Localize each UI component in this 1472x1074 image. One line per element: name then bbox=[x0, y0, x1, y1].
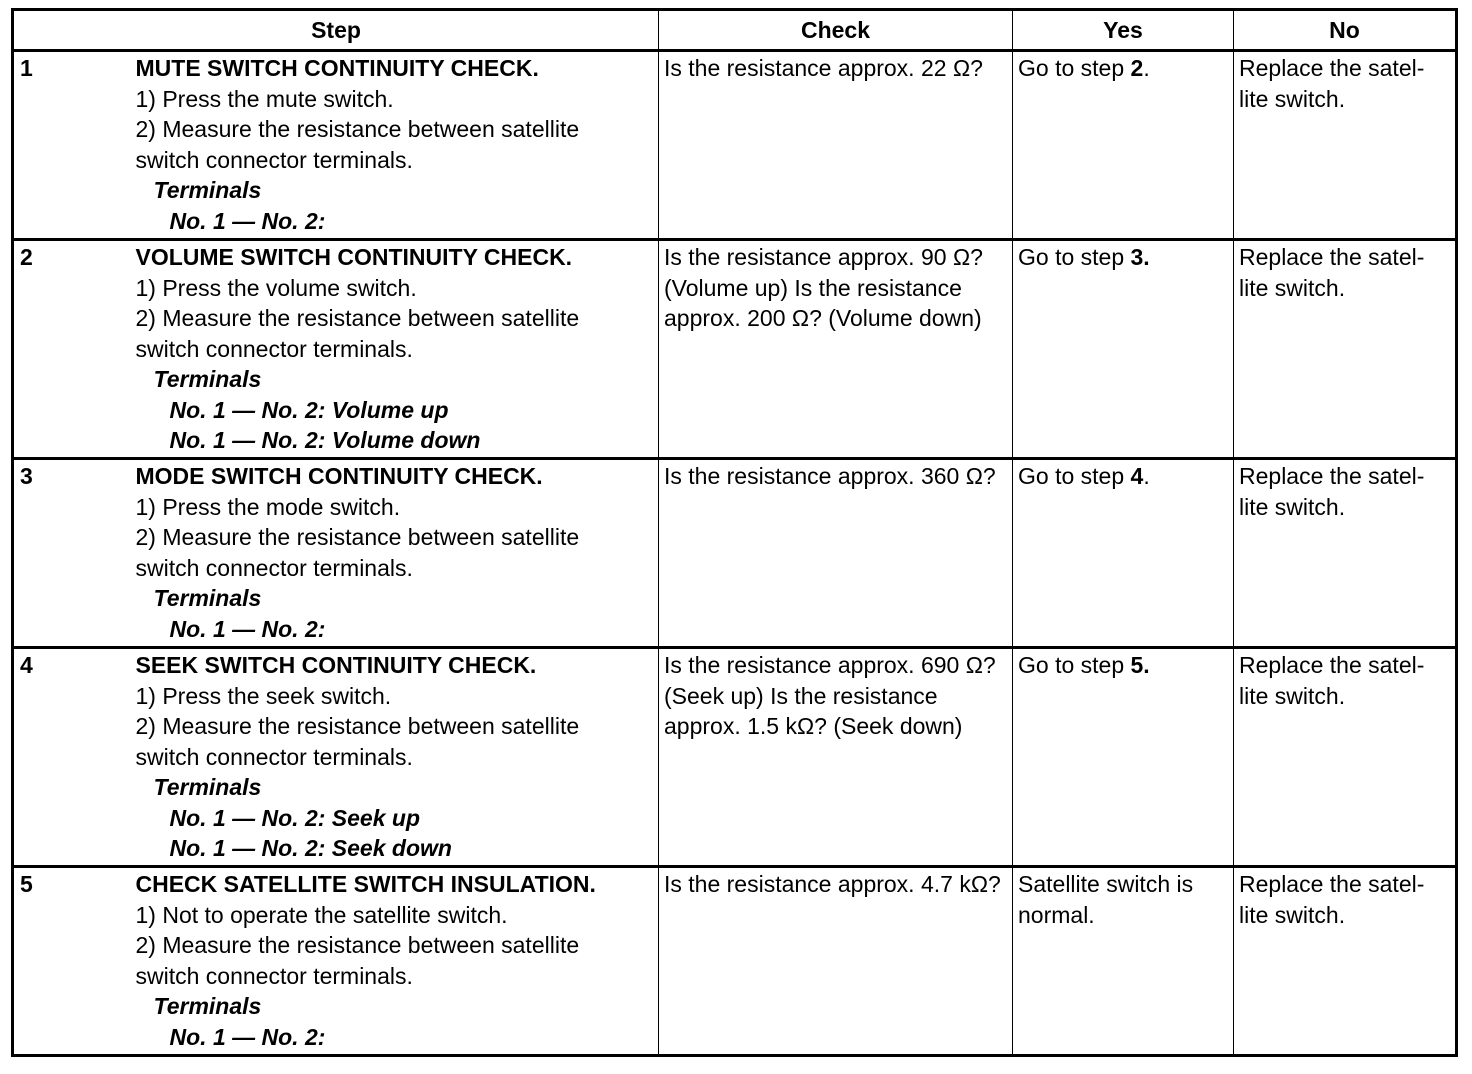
no-cell: Replace the satel-lite switch. bbox=[1234, 459, 1457, 648]
step-instruction: 2) Measure the resistance between satellite bbox=[135, 713, 580, 739]
step-instruction: switch connector terminals. bbox=[135, 554, 413, 581]
check-cell: Is the resistance approx. 22 Ω? bbox=[659, 51, 1013, 240]
terminals-label: Terminals bbox=[153, 993, 262, 1019]
step-description bbox=[136, 459, 659, 648]
yes-step-ref: 4 bbox=[1130, 463, 1144, 489]
yes-cell bbox=[1013, 51, 1234, 240]
terminal-spec: No. 1 — No. 2: Volume down bbox=[169, 427, 481, 453]
yes-cell bbox=[1013, 240, 1234, 459]
step-title: MUTE SWITCH CONTINUITY CHECK. bbox=[135, 55, 539, 81]
no-cell: Replace the satel-lite switch. bbox=[1234, 648, 1457, 867]
step-instruction: 2) Measure the resistance between satellite bbox=[135, 305, 580, 331]
step-instruction: switch connector terminals. bbox=[135, 146, 413, 173]
step-instruction: switch connector terminals. bbox=[135, 962, 413, 989]
step-number: 1 bbox=[13, 51, 136, 240]
step-instruction: switch connector terminals. bbox=[135, 743, 413, 770]
step-instruction: 1) Not to operate the satellite switch. bbox=[135, 901, 508, 928]
step-instruction: 1) Press the seek switch. bbox=[135, 682, 392, 709]
table-row bbox=[13, 648, 1457, 867]
table-row bbox=[13, 867, 1457, 1056]
yes-step-ref: 2 bbox=[1130, 55, 1144, 81]
yes-text: Go to step bbox=[1018, 652, 1131, 678]
step-instruction: 1) Press the volume switch. bbox=[135, 274, 417, 301]
step-instruction: switch connector terminals. bbox=[135, 335, 413, 362]
yes-suffix: . bbox=[1143, 463, 1150, 489]
terminal-spec: No. 1 — No. 2: Seek up bbox=[169, 804, 420, 831]
step-number: 4 bbox=[13, 648, 136, 867]
header-no: No bbox=[1234, 10, 1457, 51]
step-title: SEEK SWITCH CONTINUITY CHECK. bbox=[135, 652, 537, 678]
yes-text: Go to step bbox=[1018, 244, 1131, 270]
yes-text: Satellite switch is normal. bbox=[1018, 871, 1194, 928]
step-instruction: 1) Press the mode switch. bbox=[135, 493, 401, 520]
header-yes: Yes bbox=[1013, 10, 1234, 51]
yes-text: Go to step bbox=[1018, 55, 1131, 81]
step-title: VOLUME SWITCH CONTINUITY CHECK. bbox=[135, 244, 573, 270]
step-number: 2 bbox=[13, 240, 136, 459]
terminal-spec: No. 1 — No. 2: Seek down bbox=[169, 835, 452, 861]
no-cell: Replace the satel-lite switch. bbox=[1234, 867, 1457, 1056]
terminal-spec: No. 1 — No. 2: Volume up bbox=[169, 396, 449, 423]
step-title: MODE SWITCH CONTINUITY CHECK. bbox=[135, 463, 543, 489]
table-row bbox=[13, 459, 1457, 648]
yes-step-ref: 5. bbox=[1130, 652, 1150, 678]
step-description bbox=[136, 240, 659, 459]
diagnostic-table bbox=[11, 8, 1458, 1057]
terminal-spec: No. 1 — No. 2: bbox=[169, 1023, 326, 1050]
step-instruction: 2) Measure the resistance between satellite bbox=[135, 524, 580, 550]
yes-cell bbox=[1013, 648, 1234, 867]
yes-text: Go to step bbox=[1018, 463, 1131, 489]
terminals-label: Terminals bbox=[153, 177, 262, 203]
yes-cell bbox=[1013, 459, 1234, 648]
header-check: Check bbox=[659, 10, 1013, 51]
step-description bbox=[136, 867, 659, 1056]
diagnostic-table-container bbox=[11, 8, 1458, 1057]
terminals-label: Terminals bbox=[153, 366, 262, 392]
terminals-label: Terminals bbox=[153, 774, 262, 800]
step-number: 3 bbox=[13, 459, 136, 648]
check-cell: Is the resistance approx. 4.7 kΩ? bbox=[659, 867, 1013, 1056]
check-cell: Is the resistance approx. 90 Ω? (Volume up) Is the resistance approx. 200 Ω? (Volume down) bbox=[659, 240, 1013, 459]
table-row bbox=[13, 51, 1457, 240]
yes-step-ref: 3. bbox=[1130, 244, 1150, 270]
check-cell: Is the resistance approx. 360 Ω? bbox=[659, 459, 1013, 648]
terminal-spec: No. 1 — No. 2: bbox=[169, 207, 326, 234]
step-instruction: 2) Measure the resistance between satellite bbox=[135, 116, 580, 142]
no-cell: Replace the satel-lite switch. bbox=[1234, 240, 1457, 459]
header-step: Step bbox=[13, 10, 659, 51]
step-number: 5 bbox=[13, 867, 136, 1056]
step-instruction: 2) Measure the resistance between satellite bbox=[135, 932, 580, 958]
check-cell: Is the resistance approx. 690 Ω? (Seek up) Is the resistance approx. 1.5 kΩ? (Seek down) bbox=[659, 648, 1013, 867]
table-row bbox=[13, 240, 1457, 459]
step-description bbox=[136, 648, 659, 867]
yes-suffix: . bbox=[1143, 55, 1150, 81]
terminals-label: Terminals bbox=[153, 585, 262, 611]
step-title: CHECK SATELLITE SWITCH INSULATION. bbox=[135, 871, 596, 897]
header-row bbox=[13, 10, 1457, 51]
step-instruction: 1) Press the mute switch. bbox=[135, 85, 394, 112]
yes-cell bbox=[1013, 867, 1234, 1056]
step-description bbox=[136, 51, 659, 240]
no-cell: Replace the satel-lite switch. bbox=[1234, 51, 1457, 240]
terminal-spec: No. 1 — No. 2: bbox=[169, 615, 326, 642]
